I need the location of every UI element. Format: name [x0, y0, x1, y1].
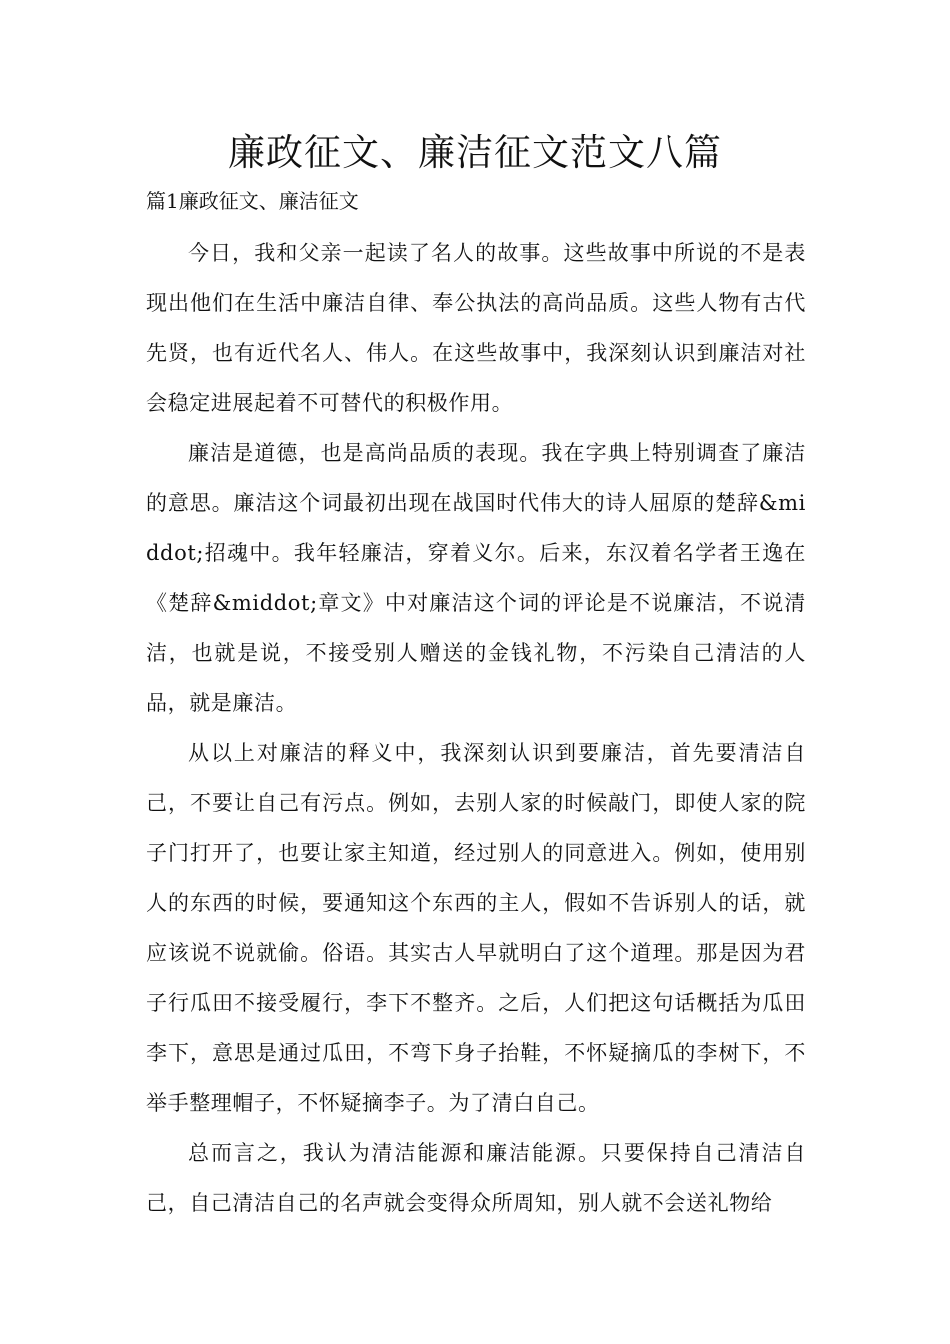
paragraph-2: 廉洁是道德，也是高尚品质的表现。我在字典上特别调查了廉洁的意思。廉洁这个词最初出现在战国时代伟大的诗人屈原的楚辞&middot;招魂中。我年轻廉洁，穿着义尔。后来，东汉着名学者王逸在《楚辞&middot;章文》中对廉洁这个词的评论是不说廉洁，不说清洁，也就是说，不接受别人赠送的金钱礼物，不污染自己清洁的人品，就是廉洁。: [146, 441, 806, 715]
document-title: 廉政征文、廉洁征文范文八篇: [228, 131, 722, 174]
paragraph-1: 今日，我和父亲一起读了名人的故事。这些故事中所说的不是表现出他们在生活中廉洁自律、奉公执法的高尚品质。这些人物有古代先贤，也有近代名人、伟人。在这些故事中，我深刻认识到廉洁对社会稳定进展起着不可替代的积极作用。: [146, 241, 806, 415]
document-body: [146, 228, 806, 1228]
paragraph-3: 从以上对廉洁的释义中，我深刻认识到要廉洁，首先要清洁自己，不要让自己有污点。例如，去别人家的时候敲门，即使人家的院子门打开了，也要让家主知道，经过别人的同意进入。例如，使用别人的东西的时候，要通知这个东西的主人，假如不告诉别人的话，就应该说不说就偷。俗语。其实古人早就明白了这个道理。那是因为君子行瓜田不接受履行，李下不整齐。之后，人们把这句话概括为瓜田李下，意思是通过瓜田，不弯下身子抬鞋，不怀疑摘瓜的李树下，不举手整理帽子，不怀疑摘李子。为了清白自己。: [146, 741, 806, 1115]
section-heading: 篇1廉政征文、廉洁征文: [146, 189, 359, 213]
paragraph-4: 总而言之，我认为清洁能源和廉洁能源。只要保持自己清洁自己，自己清洁自己的名声就会变得众所周知，别人就不会送礼物给: [146, 1141, 806, 1215]
